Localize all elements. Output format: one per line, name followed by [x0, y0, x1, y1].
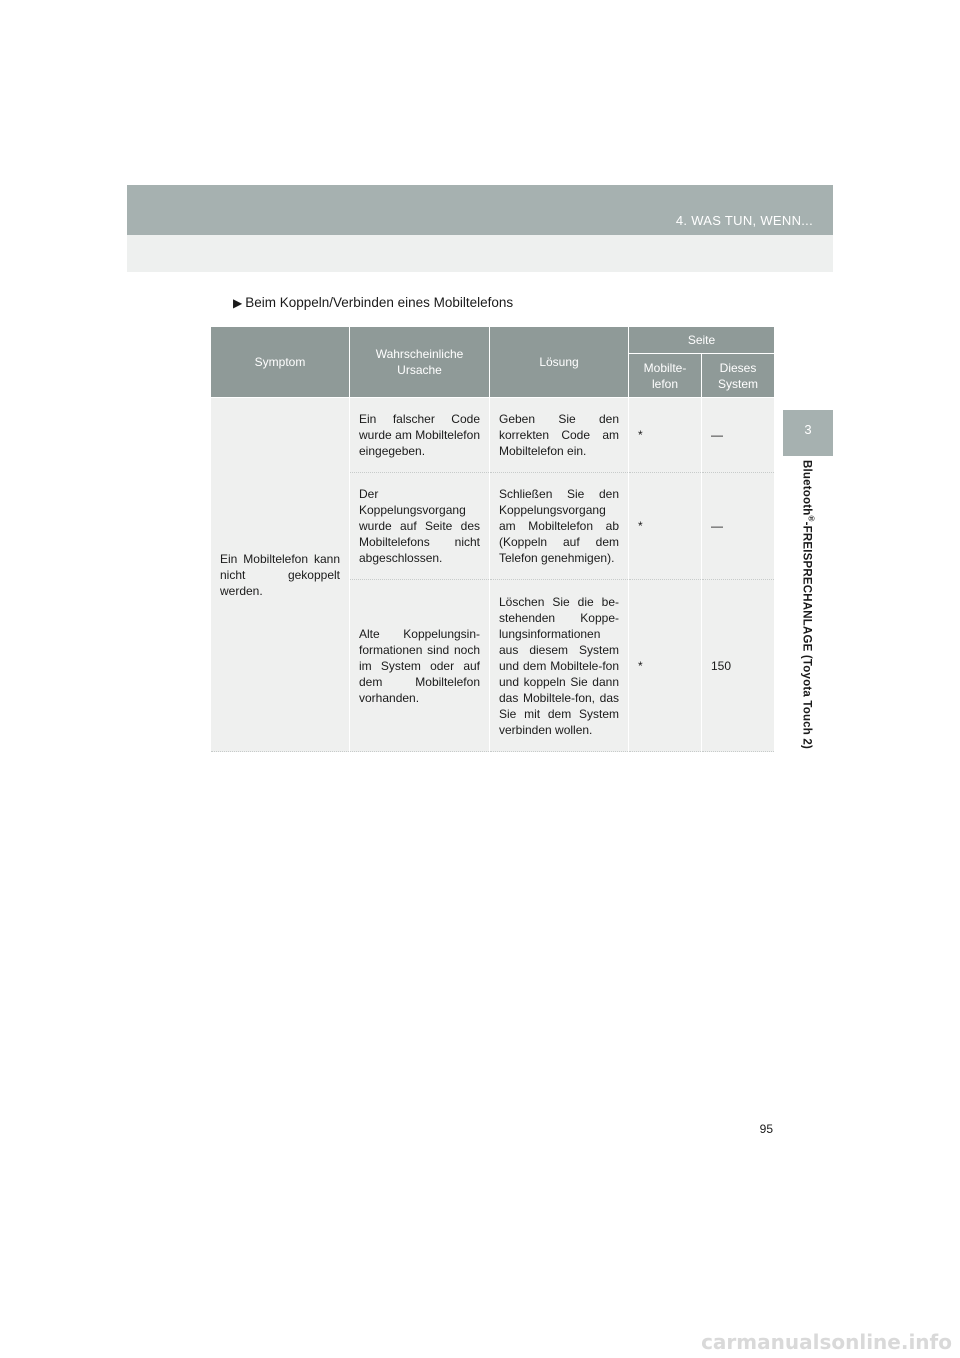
cause-cell: Alte Koppelungsin-formationen sind noch im System oder auf dem Mobiltelefon vorhanden. — [350, 580, 490, 752]
header-band — [127, 185, 833, 235]
solution-cell: Löschen Sie die be-stehenden Koppe-lungsinformationen aus diesem System und dem Mobiltele-fon und koppeln Sie dann das Mobiltele-fon, das Sie mit dem System verbinden wollen. — [490, 580, 629, 752]
chapter-title: 4. WAS TUN, WENN... — [675, 213, 813, 228]
symptom-cell: Ein Mobiltelefon kann nicht gekoppelt werden. — [211, 398, 350, 752]
header-system: Dieses System — [702, 354, 775, 398]
header-subband — [127, 235, 833, 272]
cause-cell: Ein falscher Code wurde am Mobiltelefon eingegeben. — [350, 398, 490, 473]
header-symptom: Symptom — [211, 327, 350, 398]
phone-page-cell: * — [629, 580, 702, 752]
page-number: 95 — [759, 1122, 773, 1136]
section-heading-text: Beim Koppeln/Verbinden eines Mobiltelefons — [245, 295, 514, 310]
side-title-prefix: Bluetooth — [800, 460, 813, 516]
header-cause: Wahrscheinliche Ursache — [350, 327, 490, 398]
chapter-tab — [783, 410, 833, 456]
triangle-marker-icon: ▶ — [233, 296, 243, 310]
phone-page-cell: * — [629, 473, 702, 580]
table-row — [211, 398, 775, 473]
solution-cell: Geben Sie den korrekten Code am Mobiltelefon ein. — [490, 398, 629, 473]
section-heading — [233, 295, 513, 310]
system-page-cell: — — [702, 398, 775, 473]
side-title-suffix: -FREISPRECHANLAGE (Toyota Touch 2) — [800, 521, 813, 750]
registered-mark: ® — [806, 515, 816, 522]
troubleshooting-table — [210, 326, 775, 752]
header-phone: Mobilte-lefon — [629, 354, 702, 398]
header-page: Seite — [629, 327, 775, 354]
header-solution: Lösung — [490, 327, 629, 398]
solution-cell: Schließen Sie den Koppelungsvorgang am Mobiltelefon ab (Koppeln auf dem Telefon genehmigen). — [490, 473, 629, 580]
system-page-cell: 150 — [702, 580, 775, 752]
chapter-side-title — [801, 460, 816, 749]
cause-cell: Der Koppelungsvorgang wurde auf Seite des Mobiltelefons nicht abgeschlossen. — [350, 473, 490, 580]
chapter-tab-number: 3 — [804, 422, 812, 437]
watermark: carmanualsonline.info — [701, 1330, 952, 1354]
system-page-cell: — — [702, 473, 775, 580]
phone-page-cell: * — [629, 398, 702, 473]
